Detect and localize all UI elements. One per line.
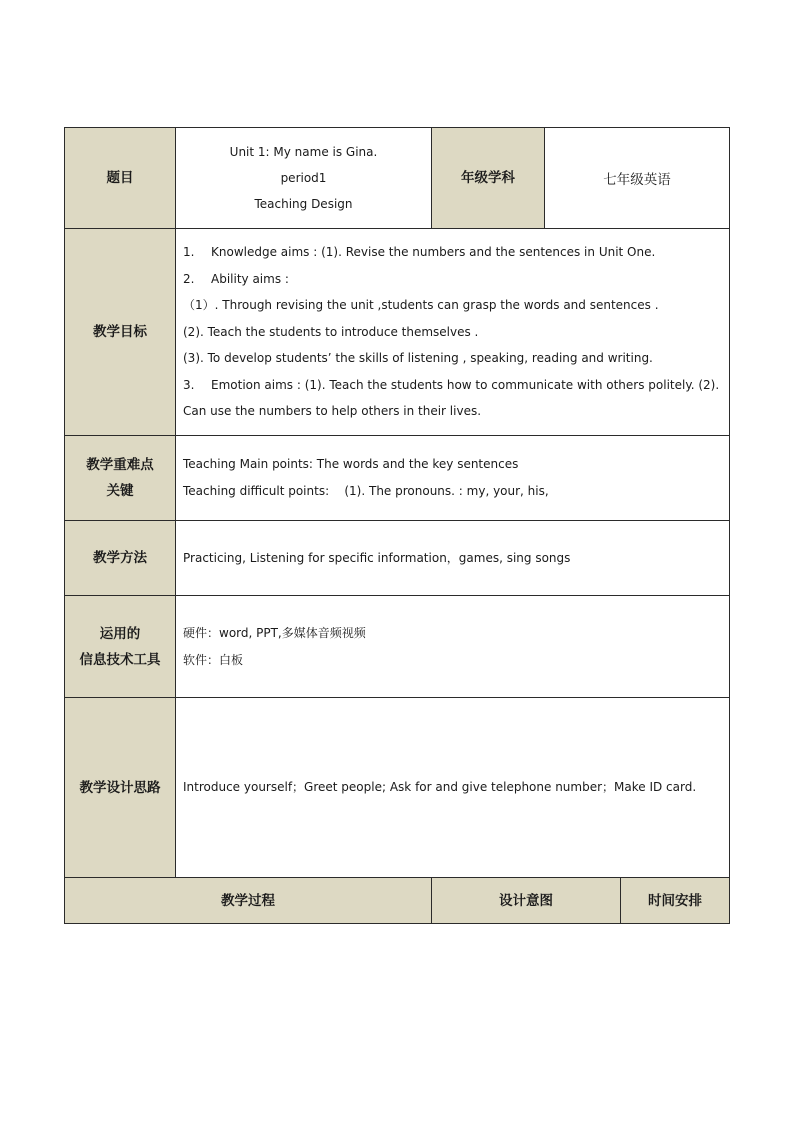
difficult-points: Teaching difficult points: (1). The pronouns. : my, your, his, bbox=[183, 484, 549, 498]
time-header: 时间安排 bbox=[621, 878, 730, 924]
tools-content bbox=[176, 596, 730, 698]
topic-subtitle: Teaching Design bbox=[254, 197, 353, 211]
topic-period: period1 bbox=[280, 171, 327, 185]
tools-label: 运用的 信息技术工具 bbox=[65, 596, 176, 698]
topic-label: 题目 bbox=[65, 128, 176, 229]
topic-cell bbox=[176, 128, 432, 229]
methods-label: 教学方法 bbox=[65, 521, 176, 596]
grade-value: 七年级英语 bbox=[545, 128, 730, 229]
objective-item-2: 2. Ability aims : bbox=[183, 271, 289, 286]
methods-content: Practicing, Listening for specific information，games, sing songs bbox=[176, 521, 730, 596]
key-points-label: 教学重难点 关键 bbox=[65, 436, 176, 521]
objectives-label: 教学目标 bbox=[65, 229, 176, 436]
hardware-line: 硬件：word, PPT,多媒体音频视频 bbox=[183, 625, 366, 640]
process-header: 教学过程 bbox=[65, 878, 432, 924]
design-label: 教学设计思路 bbox=[65, 698, 176, 878]
objectives-row bbox=[65, 229, 730, 436]
topic-row bbox=[65, 128, 730, 229]
key-points-row bbox=[65, 436, 730, 521]
intent-header: 设计意图 bbox=[432, 878, 621, 924]
lesson-plan-table bbox=[64, 127, 730, 924]
objective-item-1: 1. Knowledge aims : (1). Revise the numbers and the sentences in Unit One. bbox=[183, 244, 656, 259]
main-points: Teaching Main points: The words and the key sentences bbox=[183, 457, 519, 472]
footer-row bbox=[65, 878, 730, 924]
tools-row bbox=[65, 596, 730, 698]
objective-sub-1: （1）. Through revising the unit ,students can grasp the words and sentences . bbox=[183, 298, 659, 313]
objective-item-3: 3. Emotion aims : (1). Teach the students how to communicate with others politely. (2). Can use the numbers to help others in their lives. bbox=[183, 377, 720, 419]
grade-label: 年级学科 bbox=[432, 128, 545, 229]
objective-sub-2: (2). Teach the students to introduce themselves . bbox=[183, 324, 479, 339]
methods-row bbox=[65, 521, 730, 596]
design-content: Introduce yourself；Greet people; Ask for and give telephone number；Make ID card. bbox=[176, 698, 730, 878]
software-line: 软件：白板 bbox=[183, 652, 244, 667]
objective-sub-3: (3). To develop students’ the skills of listening , speaking, reading and writing. bbox=[183, 351, 653, 366]
topic-title: Unit 1: My name is Gina. bbox=[229, 145, 378, 159]
design-row bbox=[65, 698, 730, 878]
objectives-content bbox=[176, 229, 730, 436]
key-points-content bbox=[176, 436, 730, 521]
